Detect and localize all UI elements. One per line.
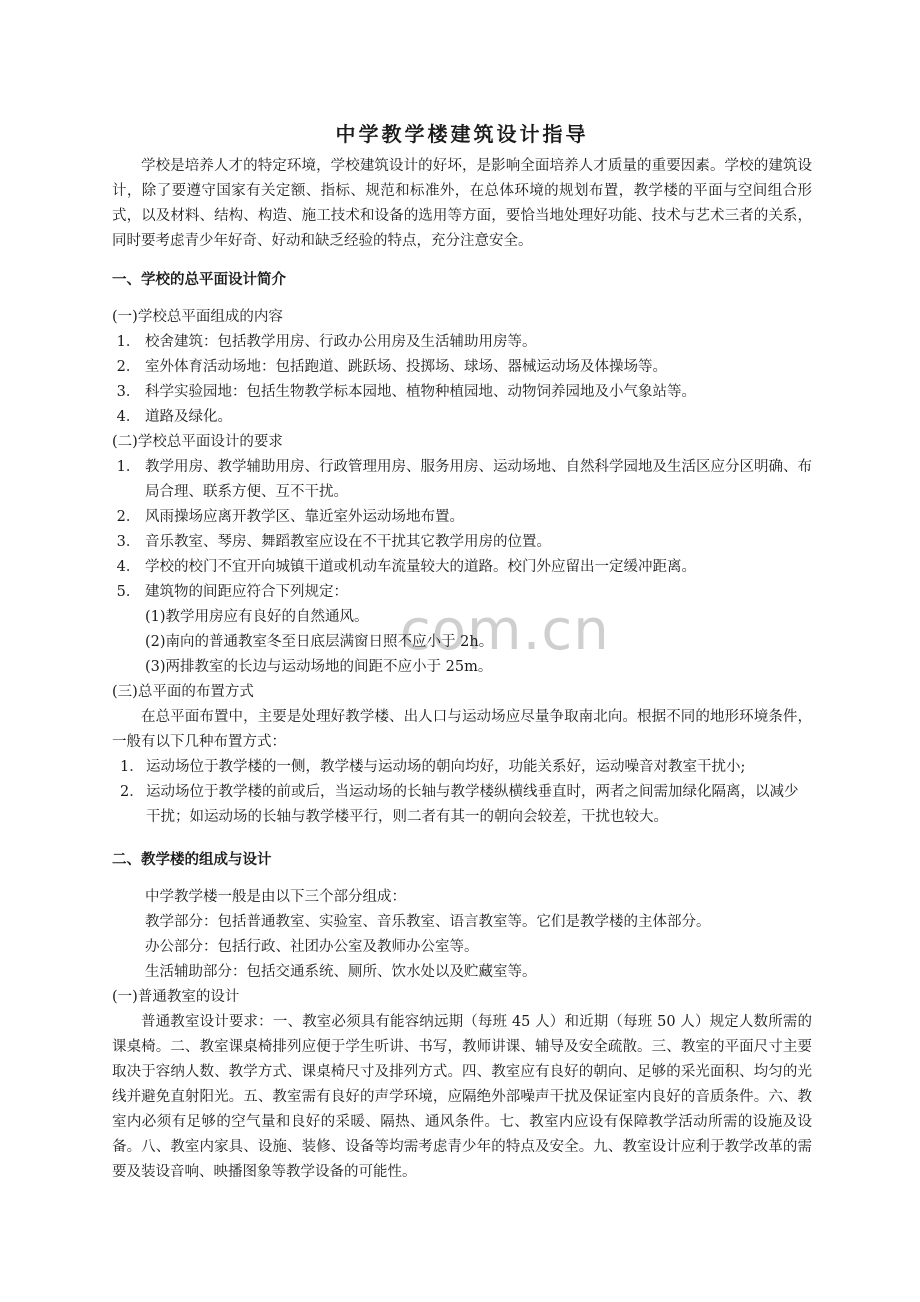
body-line: 办公部分：包括行政、社团办公室及教师办公室等。 — [145, 939, 479, 955]
list-number: 4． — [116, 409, 141, 425]
subsection-heading: (一)学校总平面组成的内容 — [112, 309, 283, 325]
sub-list-item: (2)南向的普通教室冬至日底层满窗日照不应小于 2h。 — [145, 634, 494, 650]
list-item — [112, 755, 812, 780]
list-item — [112, 330, 812, 355]
list-text: 道路及绿化。 — [145, 409, 232, 425]
section-heading: 二、教学楼的组成与设计 — [112, 852, 272, 868]
list-text: 运动场位于教学楼的前或后，当运动场的长轴与教学楼纵横线垂直时，两者之间需加绿化隔离，以减少干扰；如运动场的长轴与教学楼平行，则二者有其一的朝向会较差，干扰也较大。 — [146, 784, 799, 825]
list-item — [112, 380, 812, 405]
list-item — [112, 530, 812, 555]
sub-list-item: (1)教学用房应有良好的自然通风。 — [145, 609, 369, 625]
list-text: 建筑物的间距应符合下列规定： — [145, 584, 348, 600]
body-line: 生活辅助部分：包括交通系统、厕所、饮水处以及贮藏室等。 — [145, 964, 537, 980]
sub-list-item: (3)两排教室的长边与运动场地的间距不应小于 25m。 — [145, 659, 493, 675]
list-item — [112, 455, 812, 505]
subsection-heading: (二)学校总平面设计的要求 — [112, 434, 283, 450]
list-text: 教学用房、教学辅助用房、行政管理用房、服务用房、运动场地、自然科学园地及生活区应分区明确、布局合理、联系方便、互不干扰。 — [145, 459, 812, 500]
layout-paragraph: 在总平面布置中，主要是处理好教学楼、出人口与运动场应尽量争取南北向。根据不同的地形环境条件，一般有以下几种布置方式： — [112, 709, 812, 750]
subsection-heading: (一)普通教室的设计 — [112, 989, 240, 1005]
list-item — [112, 780, 812, 830]
watermark: com.cn — [400, 598, 610, 663]
classroom-paragraph: 普通教室设计要求：一、教室必须具有能容纳远期（每班 45 人）和近期（每班 50 人）规定人数所需的课桌椅。二、教室课桌椅排列应便于学生听讲、书写，教师讲课、辅导及安全疏散。三、教室的平面尺寸主要取决于容纳人数、教学方式、课桌椅尺寸及排列方式。四、教室应有良好的朝向、足够的采光面积、均匀的光线并避免直射阳光。五、教室需有良好的声学环境，应隔绝外部噪声干扰及保证室内良好的音质条件。六、教室内必须有足够的空气量和良好的采暖、隔热、通风条件。七、教室内应设有保障教学活动所需的设施及设备。八、教室内家具、设施、装修、设备等均需考虑青少年的特点及安全。九、教室设计应利于教学改革的需要及装设音响、映播图象等教学设备的可能性。 — [112, 1014, 812, 1180]
list-item — [112, 580, 812, 605]
intro-paragraph: 学校是培养人才的特定环境，学校建筑设计的好坏，是影响全面培养人才质量的重要因素。学校的建筑设计，除了要遵守国家有关定额、指标、规范和标准外，在总体环境的规划布置，教学楼的平面与空间组合形式，以及材料、结构、构造、施工技术和设备的选用等方面，要恰当地处理好功能、技术与艺术三者的关系，同时要考虑青少年好奇、好动和缺乏经验的特点，充分注意安全。 — [112, 158, 812, 249]
list-number: 4． — [116, 559, 141, 575]
list-number: 1． — [120, 759, 144, 775]
document-title: 中学教学楼建筑设计指导 — [335, 122, 589, 146]
list-number: 2． — [116, 359, 141, 375]
list-number: 3． — [116, 384, 141, 400]
list-number: 5． — [116, 584, 141, 600]
list-text: 风雨操场应离开教学区、靠近室外运动场地布置。 — [145, 509, 464, 525]
list-text: 室外体育活动场地：包括跑道、跳跃场、投掷场、球场、器械运动场及体操场等。 — [145, 359, 667, 375]
body-line: 教学部分：包括普通教室、实验室、音乐教室、语言教室等。它们是教学楼的主体部分。 — [145, 914, 711, 930]
list-text: 学校的校门不宜开向城镇干道或机动车流量较大的道路。校门外应留出一定缓冲距离。 — [145, 559, 696, 575]
list-number: 2． — [120, 784, 144, 800]
list-item — [112, 355, 812, 380]
list-item — [112, 405, 812, 430]
list-number: 3． — [116, 534, 141, 550]
list-text: 校舍建筑：包括教学用房、行政办公用房及生活辅助用房等。 — [145, 334, 537, 350]
list-text: 运动场位于教学楼的一侧，教学楼与运动场的朝向均好，功能关系好，运动噪音对教室干扰小; — [146, 759, 746, 775]
list-number: 1． — [116, 334, 141, 350]
body-line: 中学教学楼一般是由以下三个部分组成： — [145, 889, 406, 905]
document-body — [112, 120, 812, 1185]
list-text: 音乐教室、琴房、舞蹈教室应设在不干扰其它教学用房的位置。 — [145, 534, 551, 550]
section-heading: 一、学校的总平面设计简介 — [112, 272, 286, 288]
list-text: 科学实验园地：包括生物教学标本园地、植物种植园地、动物饲养园地及小气象站等。 — [145, 384, 696, 400]
list-item — [112, 555, 812, 580]
list-item — [112, 505, 812, 530]
list-number: 2． — [116, 509, 141, 525]
subsection-heading: (三)总平面的布置方式 — [112, 684, 254, 700]
list-number: 1． — [116, 459, 141, 475]
